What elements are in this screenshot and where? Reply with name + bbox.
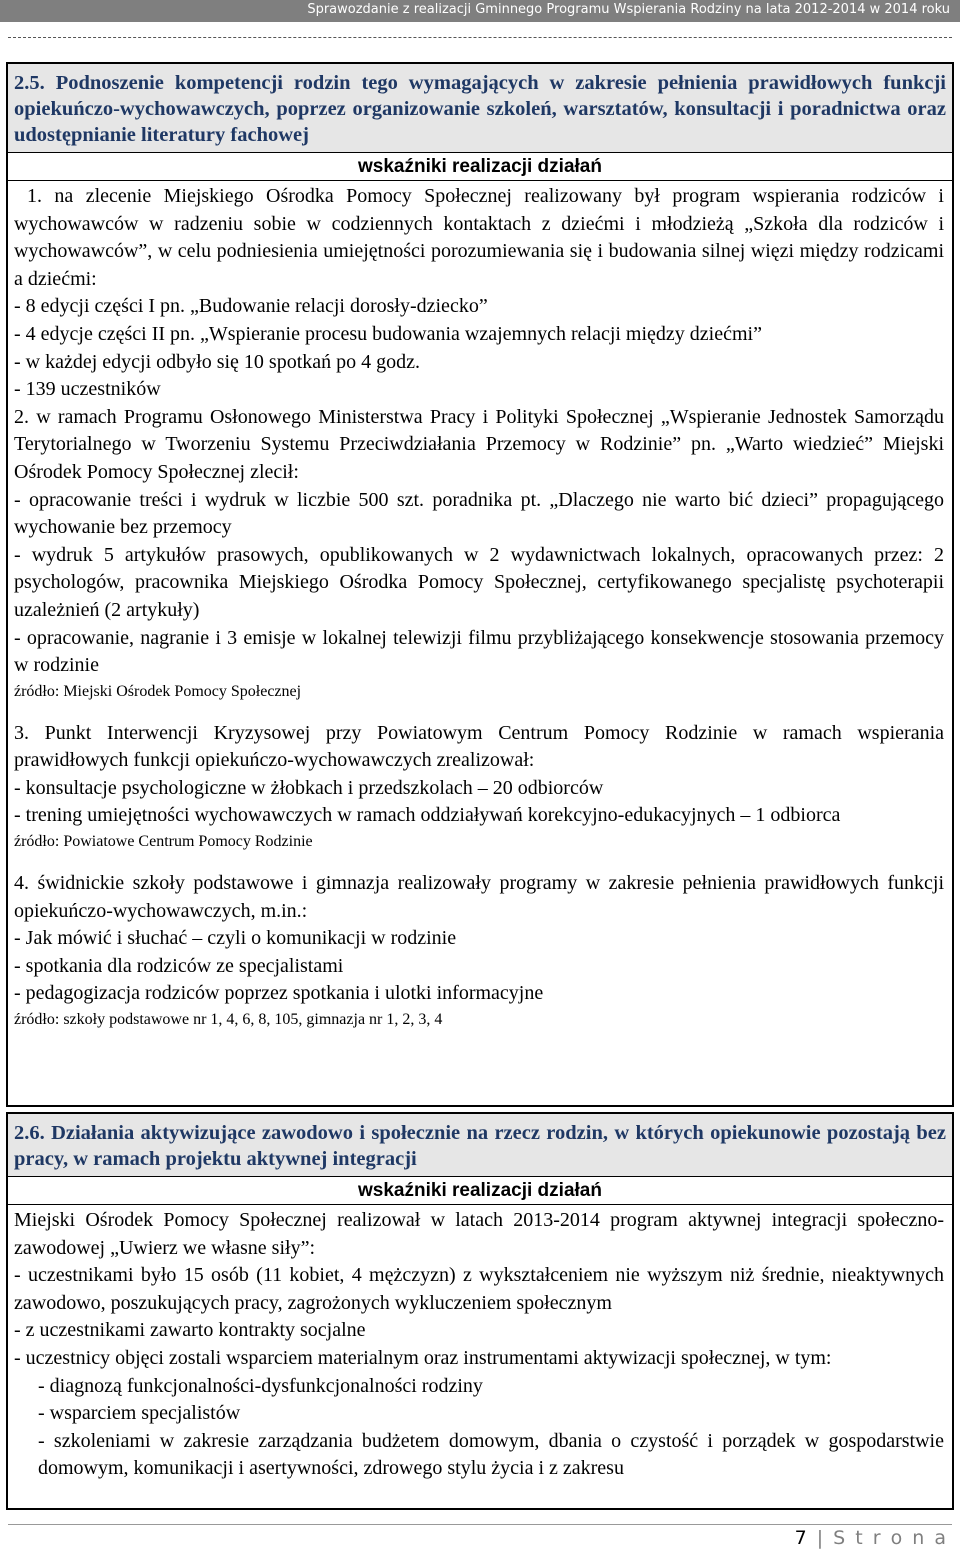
item-1-line: - w każdej edycji odbyło się 10 spotkań po 4 godz. [14,350,421,373]
spacer [14,704,944,720]
item-3-text: 3. Punkt Interwencji Kryzysowej przy Powiatowym Centrum Pomocy Rodzinie w ramach wspierania prawidłowych funkcji opiekuńczo-wychowawczych zrealizował: [14,721,944,772]
section-2-6-table [6,1112,954,1510]
section-2-6-intro: Miejski Ośrodek Pomocy Społecznej realizował w latach 2013-2014 program aktywnej integracji społeczno-zawodowej „Uwierz we własne siły”: [14,1209,944,1259]
section-2-6-line: - z uczestnikami zawarto kontrakty socjalne [14,1319,366,1342]
item-4-line: - pedagogizacja rodziców poprzez spotkania i ulotki informacyjne [14,982,544,1005]
item-4-source: źródło: szkoły podstawowe nr 1, 4, 6, 8, 105, gimnazja nr 1, 2, 3, 4 [14,1011,443,1029]
item-2-line: - opracowanie, nagranie i 3 emisje w lokalnej telewizji filmu przybliżającego konsekwencje stosowania przemocy w rodzinie [14,626,944,677]
footer-divider [8,1524,952,1525]
section-2-6-subheading: wskaźniki realizacji działań [8,1177,952,1205]
item-1-line: - 8 edycji części I pn. „Budowanie relacji dorosły-dziecko” [14,295,488,318]
document-title: Sprawozdanie z realizacji Gminnego Programu Wspierania Rodziny na lata 2012-2014 w 2014 roku [307,2,950,17]
item-4-line: - Jak mówić i słuchać – czyli o komunikacji w rodzinie [14,927,457,950]
page-number [795,1527,948,1549]
section-2-6-subline: - szkoleniami w zakresie zarządzania budżetem domowym, dbania o czystość i porządek w gospodarstwie domowym, komunikacji i asertywności, zdrowego stylu życia i z zakresu [38,1429,944,1480]
item-1-line: - 4 edycje części II pn. „Wspieranie procesu budowania wzajemnych relacji między dziećmi” [14,322,762,345]
item-1-line: - 139 uczestników [14,378,161,401]
section-2-5-content [8,181,952,1032]
item-3-line: - trening umiejętności wychowawczych w ramach oddziaływań korekcyjno-edukacyjnych – 1 odbiorca [14,804,841,827]
item-2-source: źródło: Miejski Ośrodek Pomocy Społecznej [14,682,302,700]
item-1-text: 1. na zlecenie Miejskiego Ośrodka Pomocy Społecznej realizowany był program wspierania rodziców i wychowawców w radzeniu sobie w codziennych kontaktach z dziećmi i młodzieżą „Szkoła dla rodziców i wychowawców”, w celu podniesienia umiejętności porozumiewania się i budowania silnej więzi między rodzicami a dziećmi: [14,185,944,290]
item-3-line: - konsultacje psychologiczne w żłobkach i przedszkolach – 20 odbiorców [14,776,604,799]
section-2-6-line: - uczestnikami było 15 osób (11 kobiet, 4 mężczyzn) z wykształceniem nie wyższym niż średnie, nieaktywnych zawodowo, poszukujących pracy, zagrożonych wykluczeniem społecznym [14,1264,944,1314]
section-2-5-subheading: wskaźniki realizacji działań [8,153,952,181]
section-2-6-heading: 2.6. Działania aktywizujące zawodowo i społecznie na rzecz rodzin, w których opiekunowie pozostają bez pracy, w ramach projektu aktywnej integracji [8,1114,952,1177]
section-2-5-heading: 2.5. Podnoszenie kompetencji rodzin tego wymagających w zakresie pełnienia prawidłowych funkcji opiekuńczo-wychowawczych, poprzez organizowanie szkoleń, warsztatów, konsultacji i poradnictwa oraz udostępnianie literatury fachowej [8,64,952,153]
item-3-source: źródło: Powiatowe Centrum Pomocy Rodzinie [14,833,313,851]
item-4-text: 4. świdnickie szkoły podstawowe i gimnazja realizowały programy w zakresie pełnienia prawidłowych funkcji opiekuńczo-wychowawczych, m.in.: [14,872,944,922]
header-divider [8,37,952,38]
section-2-6-subline: - diagnozą funkcjonalności-dysfunkcjonalności rodziny [38,1374,483,1397]
page-number-separator: | [816,1527,826,1549]
section-2-5-table [6,62,954,1107]
page-number-value: 7 [794,1527,809,1549]
page-number-label: S t r o n a [833,1527,948,1549]
item-4-line: - spotkania dla rodziców ze specjalistami [14,954,344,977]
section-2-6-subline: - wsparciem specjalistów [38,1402,241,1425]
section-2-6-line: - uczestnicy objęci zostali wsparciem materialnym oraz instrumentami aktywizacji społecznej, w tym: [14,1346,832,1369]
document-header-bar [0,0,960,22]
spacer [14,854,944,870]
item-2-text: 2. w ramach Programu Osłonowego Ministerstwa Pracy i Polityki Społecznej „Wspieranie Jednostek Samorządu Terytorialnego w Tworzeniu Systemu Przeciwdziałania Przemocy w Rodzinie” pn. „Warto wiedzieć” Miejski Ośrodek Pomocy Społecznej zlecił: [14,405,944,483]
item-2-line: - opracowanie treści i wydruk w liczbie 500 szt. poradnika pt. „Dlaczego nie warto bić dzieci” propagującego wychowanie bez przemocy [14,488,944,539]
item-2-line: - wydruk 5 artykułów prasowych, opublikowanych w 2 wydawnictwach lokalnych, opracowanych przez: 2 psychologów, pracownika Miejskiego Ośrodka Pomocy Społecznej, certyfikowanego specjalistę psychoterapii uzależnień (2 artykuły) [14,543,944,621]
section-2-6-content [8,1205,952,1483]
